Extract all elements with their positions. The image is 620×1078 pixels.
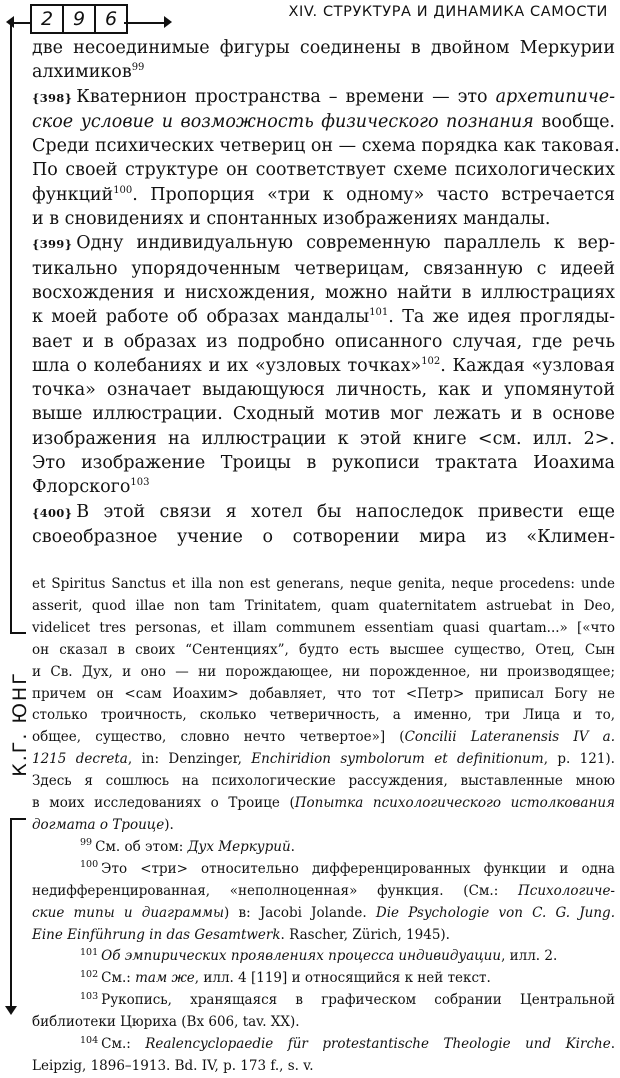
paragraph-number: {399} bbox=[32, 237, 73, 252]
footnote-ref[interactable]: 101 bbox=[369, 307, 389, 319]
text-line: к моей работе об образах мандалы$^{101}$. Та же идея прогляды- bbox=[32, 307, 615, 328]
header-rule-left bbox=[12, 22, 30, 24]
footnote-line: Leipzig, 1896–1913. Bd. IV, p. 173 f., s. v. bbox=[32, 1057, 314, 1074]
page-digit: 9 bbox=[62, 4, 96, 34]
paragraph-number: {398} bbox=[32, 90, 73, 105]
page-digit: 6 bbox=[94, 4, 128, 34]
footnote-line: библиотеки Цюриха (Bx 606, tav. XX). bbox=[32, 1014, 300, 1031]
text-line: восхождения и нисхождения, можно найти в иллюстрациях bbox=[32, 282, 615, 303]
text-line: шла о колебаниях и их «узловых точках»$^{102}$. Каждая «узловая bbox=[32, 355, 615, 376]
footnote-104: $^{104}$ См.: Realencyclopaedie für protestantische Theologie und Kirche. bbox=[80, 1034, 615, 1053]
text-line: {400} В этой связи я хотел бы напоследок привести еще bbox=[32, 501, 615, 522]
text-line: и в сновидениях и спонтанных изображениях мандалы. bbox=[32, 209, 551, 230]
text-line: ское условие и возможность физического познания вообще. bbox=[32, 111, 615, 132]
left-rail-tick bbox=[10, 818, 26, 820]
footnote-ref[interactable]: 103 bbox=[130, 477, 150, 489]
arrow-right-icon bbox=[164, 16, 172, 28]
page-number bbox=[30, 4, 126, 34]
left-rail-line bbox=[10, 22, 12, 632]
footnote-line: общее, существо, словно нечто четвертое»] (Concilii Lateranensis IV a. bbox=[32, 729, 615, 746]
footnote-ref[interactable]: 102 bbox=[421, 356, 441, 368]
footnote-line: в моих исследованиях о Троице (Попытка психологического истолкования bbox=[32, 795, 615, 812]
text-line: Среди психических четвериц он — схема порядка как таковая. bbox=[32, 136, 620, 157]
paragraph-number: {400} bbox=[32, 505, 73, 520]
text-line: точка» означает выдающуюся личность, как и упомянутой bbox=[32, 380, 615, 401]
footnote-line: Eine Einführung in das Gesamtwerk. Rascher, Zürich, 1945). bbox=[32, 926, 450, 943]
left-rail-line bbox=[10, 818, 12, 1012]
footnote-line: догмата о Троице). bbox=[32, 816, 174, 833]
text-line: выше иллюстрации. Сходный мотив мог лежать и в основе bbox=[32, 404, 615, 425]
footnote-line: ские типы и диаграммы) в: Jacobi Jolande. Die Psychologie von C. G. Jung. bbox=[32, 904, 615, 921]
footnote-line: 1215 decreta, in: Denzinger, Enchiridion symbolorum et definitionum, p. 121). bbox=[32, 751, 615, 768]
page-digit: 2 bbox=[30, 4, 64, 34]
header-rule-right bbox=[124, 22, 164, 24]
text-line: {399} Одну индивидуальную современную параллель к вер- bbox=[32, 233, 615, 254]
text-line: По своей структуре он соответствует схеме психологических bbox=[32, 160, 615, 181]
arrow-down-icon bbox=[5, 1006, 17, 1015]
footnote-line: столько троичность, сколько четверичность, а именно, три Лица и то, bbox=[32, 707, 615, 724]
footnote-line: videlicet tres personas, et illam communem essentiam quasi quartam...» [«что bbox=[32, 619, 615, 636]
text-line: своеобразное учение о сотворении мира из «Климен- bbox=[32, 526, 615, 547]
footnote-ref[interactable]: 99 bbox=[131, 62, 145, 74]
author-name: К.Г. ЮНГ bbox=[9, 671, 31, 777]
text-line: изображения на иллюстрации к этой книге <см. илл. 2>. bbox=[32, 428, 615, 449]
footnote-line: et Spiritus Sanctus et illa non est generans, neque genita, neque procedens: unde bbox=[32, 576, 615, 592]
footnote-102: $^{102}$ См.: там же, илл. 4 [119] и относящийся к ней текст. bbox=[80, 968, 491, 987]
footnote-line: Здесь я сошлюсь на психологические рассуждения, выставленные мною bbox=[32, 773, 615, 790]
footnote-103: $^{103}$ Рукопись, хранящаяся в графическом собрании Центральной bbox=[80, 990, 615, 1009]
text-line: функций$^{100}$. Пропорция «три к одному» часто встречается bbox=[32, 184, 615, 205]
text-line: алхимиков$^{99}$ bbox=[32, 62, 145, 83]
footnote-100: $^{100}$ Это <три> относительно дифференцированных функции и одна bbox=[80, 859, 615, 877]
footnote-ref[interactable]: 100 bbox=[113, 184, 133, 196]
text-line: Это изображение Троицы в рукописи трактата Иоахима bbox=[32, 453, 615, 474]
footnote-line: недифференцированная, «неполноценная» функция. (См.: Психологиче- bbox=[32, 882, 615, 899]
main-text bbox=[32, 36, 620, 549]
footnote-101: $^{101}$ Об эмпирических проявлениях процесса индивидуации, илл. 2. bbox=[80, 946, 558, 965]
footnote-line: причем он <сам Иоахим> добавляет, что тот <Петр> приписал Богу не bbox=[32, 685, 615, 702]
footnote-line: он сказал в своих “Сентенциях”, будто есть высшее существо, Отец, Сын bbox=[32, 641, 615, 658]
left-rail-tick bbox=[10, 632, 26, 634]
text-line: {398} Кватернион пространства – времени — это архетипиче- bbox=[32, 86, 615, 107]
text-line: тикально упорядоченным четверицам, связанную с идеей bbox=[32, 258, 615, 279]
footnote-line: asserit, quod illae non tam Trinitatem, quam quaternitatem astruebat in Deo, bbox=[32, 597, 615, 614]
text-line: Флорского$^{103}$ bbox=[32, 477, 150, 498]
footnote-line: и Св. Дух, и оно — ни порождающее, ни порожденное, ни производящее; bbox=[32, 663, 615, 680]
running-head: XIV. СТРУКТУРА И ДИНАМИКА САМОСТИ bbox=[288, 4, 608, 20]
footnotes bbox=[32, 574, 615, 1078]
footnote-99: $^{99}$ См. об этом: Дух Меркурий. bbox=[80, 837, 295, 855]
text-line: вает и в образах из подробно описанного случая, где речь bbox=[32, 331, 615, 352]
text-line: две несоединимые фигуры соединены в двойном Меркурии bbox=[32, 38, 615, 58]
